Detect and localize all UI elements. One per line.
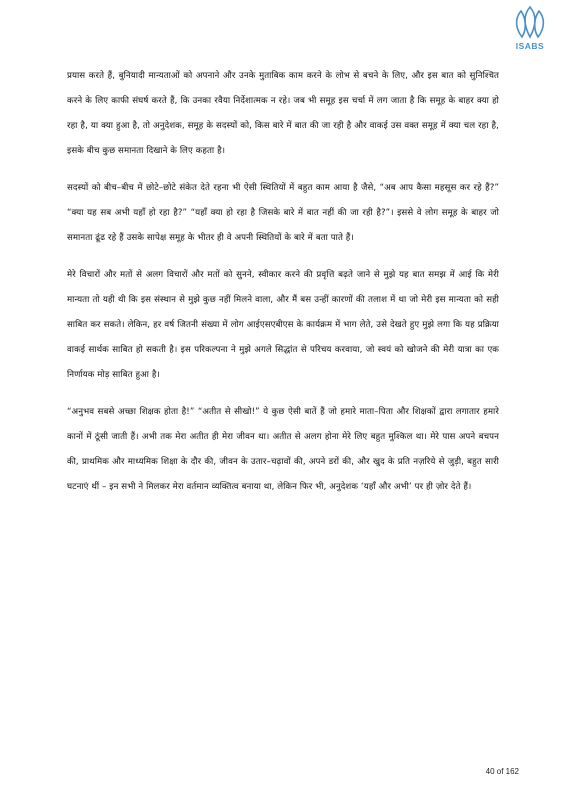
isabs-hands-icon — [510, 4, 550, 40]
isabs-logo — [505, 4, 555, 54]
paragraph-3: मेरे विचारों और मतों से अलग विचारों और मतों को सुनने, स्वीकार करने की प्रवृत्ति बढ़ते जाने से मुझे यह बात समझ में आई कि मेरी मान्यता तो यही थी कि इस संस्थान से मुझे कुछ नहीं मिलने वाला, और मैं बस उन्हीं कारणों की तलाश में था जो मेरी इस मान्यता को सही साबित कर सकते। लेकिन, हर वर्ष जितनी संख्या में लोग आईएसएबीएस के कार्यक्रम में भाग लेते, उसे देखते हुए मुझे लगा कि यह प्रक्रिया वाकई सार्थक साबित हो सकती है। इस परिकल्पना ने मुझे अगले सिद्धांत से परिचय करवाया, जो स्वयं को खोजने की मेरी यात्रा का एक निर्णायक मोड़ साबित हुआ है। — [67, 270, 499, 380]
paragraph-1: प्रयास करते हैं, बुनियादी मान्यताओं को अपनाने और उनके मुताबिक काम करने के लोभ से बचने के लिए, और इस बात को सुनिश्चित करने के लिए काफी संघर्ष करते हैं, कि उनका रवैया निर्देशात्मक न रहे। जब भी समूह इस चर्चा में लग जाता है कि समूह के बाहर क्या हो रहा है, या क्या हुआ है, तो अनुदेशक, समूह के सदस्यों को, किस बारे में बात की जा रही है और वाकई उस वक्त समूह में क्या चल रहा है, इसके बीच कुछ समानता दिखाने के लिए कहता है। — [67, 71, 499, 156]
document-body — [67, 64, 499, 500]
paragraph-4: “अनुभव सबसे अच्छा शिक्षक होता है!” “अतीत से सीखो!” ये कुछ ऐसी बातें हैं जो हमारे माता–पिता और शिक्षकों द्वारा लगातार हमारे कानों में ठूंसी जाती हैं। अभी तक मेरा अतीत ही मेरा जीवन था। अतीत से अलग होना मेरे लिए बहुत मुश्किल था। मेरे पास अपने बचपन की, प्राथमिक और माध्यमिक शिक्षा के दौर की, जीवन के उतार–चढ़ावों की, अपने डरों की, और खुद के प्रति नज़रिये से जुड़ी, बहुत सारी घटनाएं थीं – इन सभी ने मिलकर मेरा वर्तमान व्यक्तित्व बनाया था, लेकिन फिर भी, अनुदेशक ‘यहाँ और अभी’ पर ही ज़ोर देते हैं। — [67, 407, 499, 492]
logo-text: ISABS — [515, 41, 545, 51]
paragraph-2: सदस्यों को बीच–बीच में छोटे–छोटे संकेत देते रहना भी ऐसी स्थितियों में बहुत काम आया है जैसे, “अब आप कैसा महसूस कर रहे हैं?” “क्या यह सब अभी यहाँ हो रहा है?” “यहाँ क्या हो रहा है जिसके बारे में बात नहीं की जा रही है?”। इससे वे लोग समूह के बाहर जो समानता ढूंढ रहे हैं उसके सापेक्ष समूह के भीतर ही वे अपनी स्थितियों के बारे में बता पाते हैं। — [67, 183, 499, 243]
page-number: 40 of 162 — [485, 767, 519, 776]
